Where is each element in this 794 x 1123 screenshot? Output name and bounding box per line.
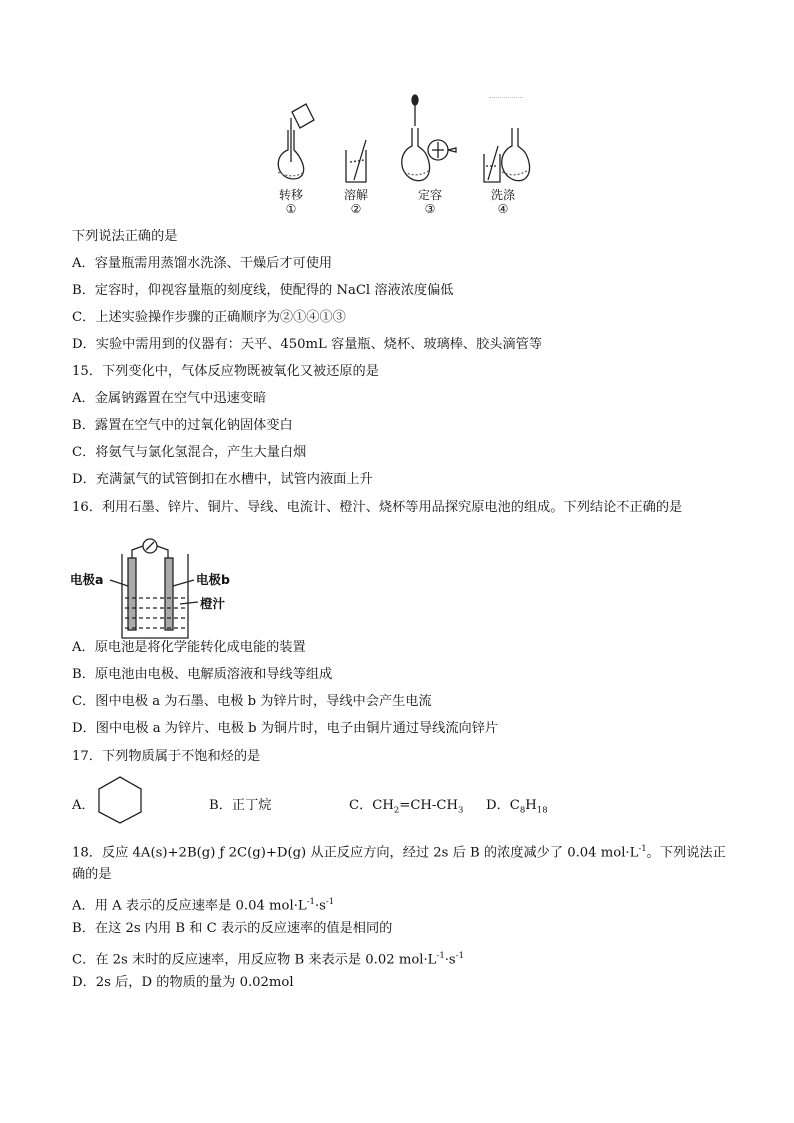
orange-juice-label: 橙汁 (200, 596, 226, 611)
q17-option-d (486, 794, 548, 816)
q18-option-d: D．2s 后，D 的物质的量为 0.02mol (72, 975, 294, 990)
q17-d-sub2: 18 (536, 805, 548, 816)
q18-option-c (72, 947, 464, 969)
step-number-4: ④ (497, 202, 509, 216)
electrode-b (165, 558, 173, 630)
q16-option-b: B．原电池由电极、电解质溶液和导线等组成 (72, 667, 333, 682)
q18-c-sup1: -1 (436, 951, 445, 961)
step-label-fix-volume: 定容 (417, 188, 442, 202)
pouring-beaker (292, 104, 314, 128)
q14-option-c: C．上述实验操作步骤的正确顺序为②①④①③ (72, 310, 346, 325)
q17-option-b: B．正丁烷 (209, 798, 272, 813)
q15-option-a: A．金属钠露置在空气中迅速变暗 (72, 391, 267, 406)
q14-option-a: A．容量瓶需用蒸馏水洗涤、干燥后才可使用 (72, 256, 333, 271)
q18-stem-line1 (72, 840, 726, 862)
step-label-transfer: 转移 (278, 188, 303, 202)
q18-option-a (72, 893, 334, 915)
q15-option-c: C．将氨气与氯化氢混合，产生大量白烟 (72, 445, 307, 460)
q17-d-mid: H (525, 798, 537, 813)
q18-a-pre: A．用 A 表示的反应速率是 0.04 mol·L (72, 898, 307, 914)
electrode-a (128, 558, 136, 630)
q18-a-mid: ·s (314, 898, 326, 914)
q16-stem: 16．利用石墨、锌片、铜片、导线、电流计、橙汁、烧杯等用品探究原电池的组成。下列结论不正确的是 (72, 500, 683, 515)
q14-option-b: B．定容时，仰视容量瓶的刻度线，使配得的 NaCl 溶液浓度偏低 (72, 283, 454, 298)
q18-stem-sup: -1 (638, 844, 647, 854)
volumetric-flask-3 (402, 128, 430, 181)
q14-option-d: D．实验中需用到的仪器有：天平、450mL 容量瓶、烧杯、玻璃棒、胶头滴管等 (72, 337, 543, 352)
electrode-b-label: 电极b (196, 572, 230, 587)
electrode-a-label: 电极a (70, 572, 104, 587)
cyclohexane-structure (96, 775, 144, 825)
q18-stem-line2: 确的是 (72, 867, 112, 882)
glass-rod-2 (354, 140, 366, 180)
q16-option-c: C．图中电极 a 为石墨、电极 b 为锌片时，导线中会产生电流 (72, 694, 432, 709)
glass-rod-4 (488, 146, 498, 180)
q18-a-sup1: -1 (306, 897, 315, 907)
q15-stem: 15．下列变化中，气体反应物既被氧化又被还原的是 (72, 364, 379, 379)
q18-a-sup2: -1 (325, 897, 335, 907)
q18-option-b: B．在这 2s 内用 B 和 C 表示的反应速率的值是相同的 (72, 921, 393, 936)
q17-stem: 17．下列物质属于不饱和烃的是 (72, 749, 261, 764)
volumetric-flask-4 (502, 128, 530, 181)
q17-c-mid: =CH-CH (399, 798, 458, 813)
q17-option-a-label: A． (72, 798, 95, 813)
q14-prompt: 下列说法正确的是 (72, 229, 178, 244)
step-label-dissolve: 溶解 (343, 188, 368, 202)
q16-option-d: D．图中电极 a 为锌片、电极 b 为铜片时，电子由铜片通过导线流向锌片 (72, 721, 499, 736)
galvanic-cell-figure (70, 536, 270, 646)
beaker-2 (346, 150, 366, 182)
q17-d-pre: D．C (486, 798, 520, 813)
q18-c-mid: ·s (444, 952, 456, 968)
q18-c-pre: C．在 2s 末时的反应速率，用反应物 B 来表示是 0.02 mol·L (72, 952, 437, 968)
step-number-3: ③ (424, 202, 436, 216)
step-label-wash: 洗涤 (490, 188, 515, 202)
q18-c-sup2: -1 (455, 951, 464, 961)
q18-stem-text: 18．反应 4A(s)+2B(g) ƒ 2C(g)+D(g) 从正反应方向，经过 2s 后 B 的浓度减少了 0.04 mol·L (72, 845, 639, 861)
q17-c-sub1: 2 (393, 805, 400, 816)
lab-steps-drawing (262, 92, 552, 192)
q15-option-d: D．充满氯气的试管倒扣在水槽中，试管内液面上升 (72, 472, 373, 487)
q17-d-sub1: 8 (519, 805, 526, 816)
q17-option-c (349, 794, 463, 816)
q16-option-a: A．原电池是将化学能转化成电能的装置 (72, 640, 306, 655)
step-number-1: ① (285, 202, 297, 216)
q15-option-b: B．露置在空气中的过氧化钠固体变白 (72, 418, 293, 433)
q18-stem-end: 。下列说法正 (646, 845, 726, 861)
solution-preparation-figure (262, 92, 552, 222)
q17-c-sub2: 3 (457, 805, 464, 816)
q17-c-pre: C．CH (349, 798, 394, 813)
galvanic-cell-drawing (70, 536, 270, 646)
step-number-2: ② (350, 202, 362, 216)
